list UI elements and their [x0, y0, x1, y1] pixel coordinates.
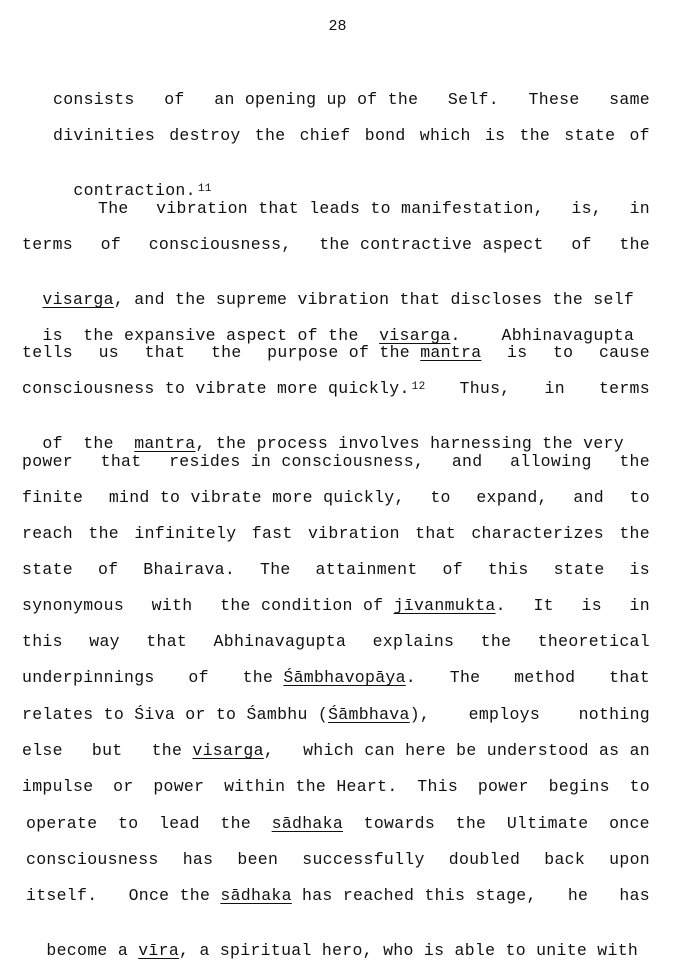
word: with [151, 596, 193, 615]
word: aspect [226, 326, 288, 345]
term-visarga: visarga [192, 741, 264, 760]
word: operate [26, 814, 98, 833]
word: same [609, 90, 650, 109]
word: to [629, 777, 650, 796]
word: employs [468, 705, 541, 724]
word: has [619, 886, 650, 905]
word: Abhinavagupta [213, 632, 347, 651]
word: way [89, 632, 120, 651]
word: of [571, 235, 592, 254]
word: terms [598, 379, 650, 398]
word: is [629, 560, 650, 579]
word: to [552, 343, 574, 362]
text-line-12 [22, 488, 650, 507]
word-group: mind to vibrate more quickly, [108, 488, 405, 507]
word: this [487, 560, 529, 579]
word: This [417, 777, 459, 796]
word: It [533, 596, 554, 615]
word: is [484, 126, 506, 145]
word: of [100, 235, 122, 254]
word: Self. [447, 90, 499, 109]
term-visarga: visarga [42, 290, 114, 309]
text-line-5 [22, 235, 650, 254]
word: that [146, 632, 188, 651]
word: tells [22, 343, 74, 362]
word: that [609, 668, 650, 687]
word: to [430, 488, 451, 507]
word-group: the condition of jīvanmukta. [220, 596, 506, 615]
text-line-7 [22, 307, 650, 345]
word: cause [598, 343, 650, 362]
word: the [480, 632, 512, 651]
word: and [573, 488, 604, 507]
word: destroy [169, 126, 241, 145]
word: state [553, 560, 605, 579]
text-line-18 [22, 705, 650, 724]
word: to [118, 814, 139, 833]
word: synonymous [22, 596, 125, 615]
word: the [210, 343, 242, 362]
word: characterizes [471, 524, 604, 543]
word: has [182, 850, 214, 869]
word: power [22, 452, 74, 471]
word: this [22, 632, 63, 651]
word-group: purpose of the mantra [267, 343, 482, 362]
word: of [97, 560, 119, 579]
term-mantra: mantra [420, 343, 482, 362]
word: fast [251, 524, 293, 543]
word: consciousness [26, 850, 159, 869]
word: the [619, 235, 650, 254]
word: towards [363, 814, 436, 833]
word: The [449, 668, 481, 687]
word: consciousness, [148, 235, 292, 254]
word: the [455, 814, 487, 833]
word: become [46, 941, 108, 960]
text-run: , the process involves harnessing the very [195, 434, 624, 453]
text-line-24 [26, 922, 638, 960]
word: is [581, 596, 602, 615]
word: and [451, 452, 483, 471]
word: The [98, 199, 129, 218]
word: state [22, 560, 74, 579]
text-line-13 [22, 524, 650, 543]
word: or [113, 777, 134, 796]
word: state [564, 126, 616, 145]
word: in [544, 379, 565, 398]
word: chief [299, 126, 351, 145]
word: successfully [302, 850, 425, 869]
word: explains [372, 632, 455, 651]
word: attainment [315, 560, 418, 579]
term-visarga: visarga [379, 326, 451, 345]
word-group: the visarga, [151, 741, 275, 760]
word: begins [548, 777, 610, 796]
word: us [98, 343, 119, 362]
word: itself. [26, 886, 98, 905]
word: Bhairava. [143, 560, 236, 579]
text-line-2 [53, 126, 650, 145]
word: in [629, 199, 650, 218]
text-run: , and the supreme vibration that discloses the self [113, 290, 635, 309]
word: vibration [307, 524, 400, 543]
word: bond [364, 126, 406, 145]
word-group: within the Heart. [224, 777, 398, 796]
text-line-21 [26, 814, 650, 833]
word: lead [159, 814, 200, 833]
word: . [450, 326, 461, 345]
text-line-14 [22, 560, 650, 579]
text-line-20 [22, 777, 650, 796]
word-group: relates to Śiva or to Śambhu (Śāmbhava), [22, 705, 431, 724]
word: a [117, 941, 129, 960]
word: that [144, 343, 186, 362]
word: underpinnings [22, 668, 155, 687]
word: expand, [476, 488, 548, 507]
word: contraction. [73, 181, 196, 200]
word: of [442, 560, 463, 579]
word: expansive [124, 326, 216, 345]
text-line-15 [22, 596, 650, 615]
word-group: Once the sādhaka has reached this stage, [128, 886, 537, 905]
word: power [153, 777, 205, 796]
word: is [507, 343, 528, 362]
word: the [220, 814, 252, 833]
word: of [297, 326, 318, 345]
footnote-ref-11: 11 [197, 183, 212, 195]
word: Thus, [459, 379, 511, 398]
word: to [629, 488, 650, 507]
word: that [415, 524, 456, 543]
word-group: the Śāmbhavopāya. [242, 668, 416, 687]
word: is [42, 326, 63, 345]
word: infinitely [134, 524, 237, 543]
word-group: consciousness to vibrate more quickly. $^{12}$ [22, 379, 426, 398]
word: doubled [448, 850, 521, 869]
text-line-4 [98, 199, 650, 218]
word: the [619, 452, 650, 471]
word: the [619, 524, 650, 543]
word: These [528, 90, 580, 109]
word: upon [609, 850, 650, 869]
term-sadhaka: sādhaka [220, 886, 292, 905]
text-line-1 [53, 90, 650, 109]
word: back [544, 850, 586, 869]
word: finite [22, 488, 84, 507]
text-line-6 [22, 271, 634, 309]
word: Abhinavagupta [501, 326, 635, 345]
term-sadhaka: sādhaka [271, 814, 344, 833]
word: of [164, 90, 185, 109]
word-group: vibration that leads to manifestation, [156, 199, 544, 218]
word: the [83, 326, 114, 345]
word: which [419, 126, 471, 145]
word: else [22, 741, 63, 760]
text-run: , a spiritual hero, who is able to unite with [179, 941, 639, 960]
page-number: 28 [328, 18, 347, 35]
word: allowing [510, 452, 592, 471]
term-sambhavopaya: Śāmbhavopāya [283, 668, 406, 687]
word: consists [53, 90, 135, 109]
footnote-ref-12: 12 [411, 381, 426, 393]
word: of [42, 434, 63, 453]
word: the [83, 434, 114, 453]
word: the [254, 126, 286, 145]
term-mantra: mantra [134, 434, 196, 453]
text-line-16 [22, 632, 650, 651]
word: nothing [578, 705, 650, 724]
word: he [567, 886, 589, 905]
text-line-9 [22, 379, 650, 398]
text-line-23 [26, 886, 650, 905]
word: but [91, 741, 123, 760]
text-line-3 [53, 162, 212, 200]
word: Ultimate [506, 814, 589, 833]
term-vira: vīra [138, 941, 180, 960]
word-group: an opening up of the [214, 90, 419, 109]
word: The [260, 560, 291, 579]
word-group: which can here be understood as an [303, 741, 650, 760]
term-sambhava: Śāmbhava [328, 705, 410, 724]
word: method [514, 668, 576, 687]
word: impulse [22, 777, 94, 796]
word: terms [22, 235, 74, 254]
word: the [88, 524, 119, 543]
word: is, [571, 199, 603, 218]
word: reach [22, 524, 74, 543]
word: the [519, 126, 551, 145]
text-line-22 [26, 850, 650, 869]
word: of [629, 126, 650, 145]
text-line-10 [22, 415, 624, 453]
text-line-8 [22, 343, 650, 362]
word: of [188, 668, 209, 687]
word: been [237, 850, 279, 869]
word: that [100, 452, 142, 471]
text-line-19 [22, 741, 650, 760]
word: in [629, 596, 650, 615]
word-group: the contractive aspect [319, 235, 544, 254]
word: power [477, 777, 529, 796]
word-group: resides in consciousness, [169, 452, 425, 471]
text-line-11 [22, 452, 650, 471]
text-line-17 [22, 668, 650, 687]
word: theoretical [537, 632, 650, 651]
term-jivanmukta: jīvanmukta [393, 596, 496, 615]
word: the [328, 326, 359, 345]
word: once [609, 814, 650, 833]
word: divinities [53, 126, 156, 145]
